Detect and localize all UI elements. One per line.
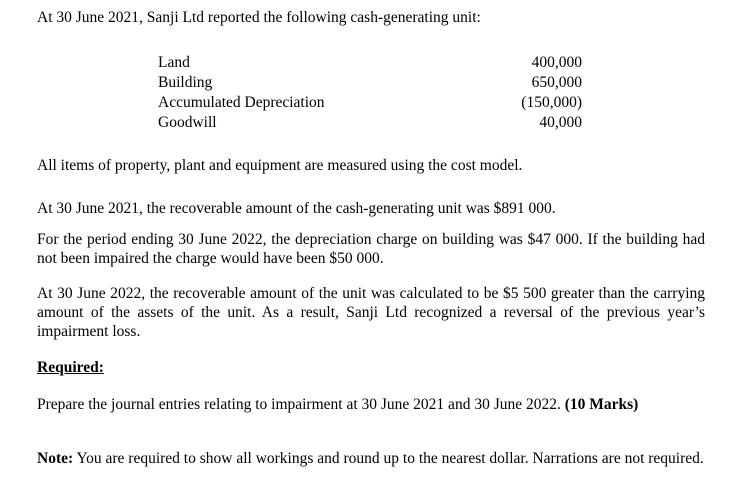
required-heading: Required: [37,359,104,376]
table-row [158,53,582,73]
marks-label: (10 Marks) [564,396,639,413]
item-label: Land [158,54,190,71]
cost-model-paragraph: All items of property, plant and equipment are measured using the cost model. [37,157,523,174]
table-row [158,113,582,133]
item-label: Goodwill [158,114,217,131]
intro-text: At 30 June 2021, Sanji Ltd reported the following cash-generating unit: [37,9,481,26]
required-task [37,395,705,414]
item-label: Building [158,74,213,91]
note-paragraph [37,449,705,468]
note-text: You are required to show all workings and round up to the nearest dollar. Narrations are not required. [76,450,704,467]
depreciation-2022-paragraph: For the period ending 30 June 2022, the depreciation charge on building was $47 000. If the building had not been impaired the charge would have been $50 000. [37,231,705,267]
reversal-2022-paragraph: At 30 June 2022, the recoverable amount of the unit was calculated to be $5 500 greater than the carrying amount of the assets of the unit. As a result, Sanji Ltd recognized a reversal of the previous year’s impairment loss. [37,285,705,340]
item-amount: 40,000 [539,114,582,131]
note-label: Note: [37,450,74,467]
cgu-table [158,53,582,133]
task-text: Prepare the journal entries relating to impairment at 30 June 2021 and 30 June 2022. [37,396,561,413]
table-row [158,73,582,93]
item-amount: (150,000) [521,94,582,111]
item-amount: 650,000 [531,74,582,91]
item-amount: 400,000 [531,54,582,71]
table-row [158,93,582,113]
item-label: Accumulated Depreciation [158,94,325,111]
recoverable-2021-paragraph: At 30 June 2021, the recoverable amount of the cash-generating unit was $891 000. [37,200,556,217]
